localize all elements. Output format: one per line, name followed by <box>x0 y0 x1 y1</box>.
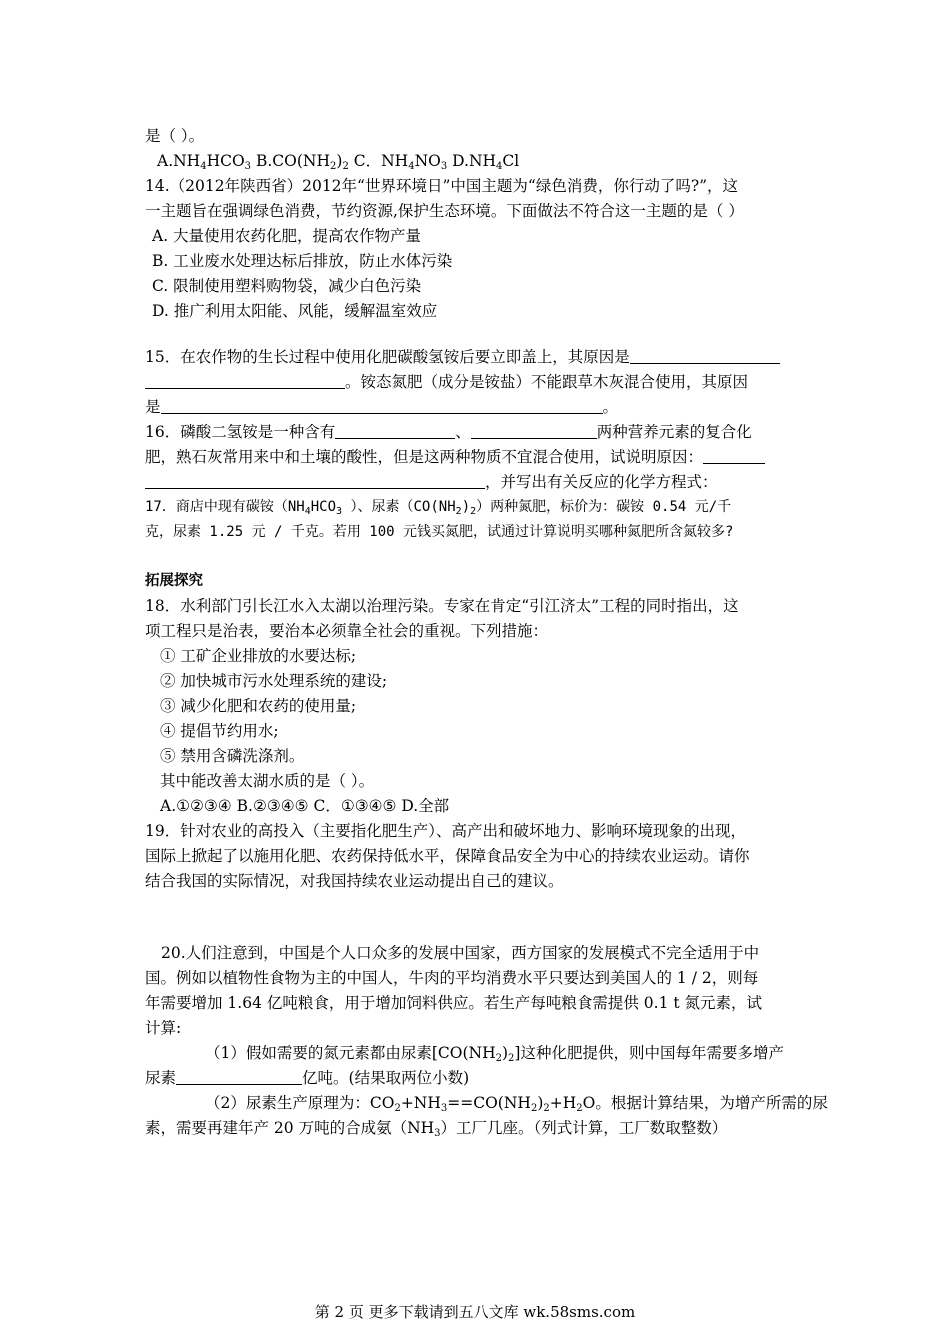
subscript: 3 <box>244 161 252 172</box>
q13-opt-c: C．NH <box>348 152 409 170</box>
q16-text-5: ，并写出有关反应的化学方程式： <box>485 473 718 491</box>
subscript: 4 <box>200 161 207 172</box>
q13-opt-a: A.NH <box>157 152 201 170</box>
q15-blank-2[interactable] <box>161 396 603 414</box>
q20-part-1-line-2 <box>145 1067 469 1089</box>
q14-line-1: 14.（2012年陕西省）2012年“世界环境日”中国主题为“绿色消费，你行动了吗?”，这 <box>145 177 739 195</box>
q15-line-1 <box>145 346 780 368</box>
q14-option-b: B. 工业废水处理达标后排放，防止水体污染 <box>152 252 453 270</box>
subscript: 3 <box>440 1103 448 1114</box>
q17-text-4: ) <box>461 499 471 515</box>
q20-line-4: 计算: <box>145 1019 182 1037</box>
subscript: 3 <box>336 506 343 517</box>
q14-option-d: D. 推广利用太阳能、风能，缓解温室效应 <box>152 302 438 320</box>
q20-line-3: 年需要增加 1.64 亿吨粮食，用于增加饲料供应。若生产每吨粮食需提供 0.1 t 氮元素，试 <box>145 994 763 1012</box>
subscript: 2 <box>330 161 337 172</box>
q17-text-3: ）、尿素（CO(NH <box>342 499 456 515</box>
q15-blank-1-cont[interactable] <box>145 371 345 389</box>
subscript: 2 <box>342 161 349 172</box>
q13-stem-text: 是（ ）。 <box>145 127 205 145</box>
q16-line-2 <box>145 446 765 468</box>
q14-option-c: C. 限制使用塑料购物袋，减少白色污染 <box>152 277 422 295</box>
q16-line-3 <box>145 471 718 493</box>
subscript: 3 <box>434 1128 441 1139</box>
q17-line-1 <box>145 496 731 518</box>
subscript: 2 <box>455 506 462 517</box>
q19-line-1: 19．针对农业的高投入（主要指化肥生产）、高产出和破坏地力、影响环境现象的出现， <box>145 822 746 840</box>
q18-ask: 其中能改善太湖水质的是（ ）。 <box>160 772 375 790</box>
q20-p2-text-4: ) <box>537 1094 544 1112</box>
q18-item-4: ④ 提倡节约用水; <box>160 722 279 740</box>
q17-text-1: 17．商店中现有碳铵（NH <box>145 499 305 515</box>
subscript: 2 <box>495 1053 502 1064</box>
q13-opt-d: D.NH <box>447 152 497 170</box>
q19-line-3: 结合我国的实际情况，对我国持续农业运动提出自己的建议。 <box>145 872 564 890</box>
q20-p2-text-1: （2）尿素生产原理为：CO <box>205 1094 395 1112</box>
q16-text-2: 、 <box>455 423 471 441</box>
subscript: 2 <box>470 506 477 517</box>
q19-line-2: 国际上掀起了以施用化肥、农药保持低水平，保障食品安全为中心的持续农业运动。请你 <box>145 847 750 865</box>
q20-p1-text-2: ) <box>501 1044 509 1062</box>
q20-p1-text-3: ]这种化肥提供，则中国每年需要多增产 <box>514 1044 784 1062</box>
q15-line-2 <box>145 371 748 393</box>
subscript: 2 <box>576 1103 583 1114</box>
q20-part-2 <box>205 1092 828 1114</box>
q20-p2-text-2: +NH <box>400 1094 441 1112</box>
q18-line-2: 项工程只是治表，要治本必须靠全社会的重视。下列措施： <box>145 622 549 640</box>
subscript: 4 <box>304 506 311 517</box>
q13-options <box>157 150 519 172</box>
q16-text-4: 肥，熟石灰常用来中和土壤的酸性，但是这两种物质不宜混合使用，试说明原因： <box>145 448 704 466</box>
q15-text-2: 。铵态氮肥（成分是铵盐）不能跟草木灰混合使用，其原因 <box>345 373 749 391</box>
q15-text-1: 15．在农作物的生长过程中使用化肥碳酸氢铵后要立即盖上，其原因是 <box>145 348 630 366</box>
q18-options: A.①②③④ B.②③④⑤ C．①③④⑤ D.全部 <box>160 797 450 815</box>
q20-p2-text-7: 素，需要再建年产 20 万吨的合成氨（NH <box>145 1119 435 1137</box>
q15-blank-1[interactable] <box>630 346 780 364</box>
q20-p1-text-5: 亿吨。(结果取两位小数) <box>302 1069 470 1087</box>
q17-line-2: 克，尿素 1.25 元 / 千克。若用 100 元钱买氮肥，试通过计算说明买哪种氮肥所含氮较多? <box>145 524 734 540</box>
q18-line-1: 18．水利部门引长江水入太湖以治理污染。专家在肯定“引江济太”工程的同时指出，这 <box>145 597 739 615</box>
page-footer: 第 2 页 更多下载请到五八文库 wk.58sms.com <box>314 1303 636 1321</box>
q17-text-2: HCO <box>310 499 337 515</box>
q18-item-3: ③ 减少化肥和农药的使用量; <box>160 697 357 715</box>
q20-p2-text-8: ）工厂几座。（列式计算，工厂数取整数） <box>440 1119 728 1137</box>
q16-blank-1[interactable] <box>335 421 455 439</box>
subscript: 2 <box>508 1053 515 1064</box>
q20-p2-text-3: ==CO(NH <box>447 1094 531 1112</box>
q16-text-3: 两种营养元素的复合化 <box>596 423 752 441</box>
q15-text-4: 。 <box>602 398 619 416</box>
subscript: 2 <box>394 1103 401 1114</box>
q18-item-1: ① 工矿企业排放的水要达标; <box>160 647 357 665</box>
q13-opt-b: B.CO(NH <box>251 152 330 170</box>
q13-stem-tail <box>145 125 204 147</box>
q13-opt-a-part: HCO <box>206 152 245 170</box>
q20-p1-text-4: 尿素 <box>145 1069 177 1087</box>
subscript: 2 <box>543 1103 550 1114</box>
q20-p1-text-1: （1）假如需要的氮元素都由尿素[CO(NH <box>205 1044 496 1062</box>
q20-blank-1[interactable] <box>176 1067 302 1085</box>
q17-text-5: ）两种氮肥，标价为：碳铵 0.54 元/千 <box>476 499 732 515</box>
q18-item-2: ② 加快城市污水处理系统的建设; <box>160 672 388 690</box>
q20-p2-text-6: O。根据计算结果，为增产所需的尿 <box>582 1094 828 1112</box>
q16-blank-3[interactable] <box>703 446 765 464</box>
q20-line-1: 20.人们注意到，中国是个人口众多的发展中国家，西方国家的发展模式不完全适用于中 <box>161 944 760 962</box>
q20-line-2: 国。例如以植物性食物为主的中国人，牛肉的平均消费水平只要达到美国人的 1 / 2，则每 <box>145 969 759 987</box>
q13-opt-b-part: ) <box>336 152 343 170</box>
q18-item-5: ⑤ 禁用含磷洗涤剂。 <box>160 747 305 765</box>
q16-blank-2[interactable] <box>471 421 597 439</box>
q20-part-2-line-2 <box>145 1117 727 1139</box>
subscript: 4 <box>408 161 415 172</box>
q14-option-a: A. 大量使用农药化肥，提高农作物产量 <box>152 227 422 245</box>
subscript: 4 <box>496 161 503 172</box>
q16-line-1 <box>145 421 752 443</box>
section-title: 拓展探究 <box>145 573 203 589</box>
q13-opt-d-part: Cl <box>502 152 520 170</box>
subscript: 2 <box>530 1103 538 1114</box>
q15-line-3 <box>145 396 618 418</box>
q14-line-2: 一主题旨在强调绿色消费，节约资源,保护生态环境。下面做法不符合这一主题的是（ ） <box>145 202 744 220</box>
q13-opt-c-part: NO <box>414 152 441 170</box>
subscript: 3 <box>440 161 448 172</box>
q16-blank-3-cont[interactable] <box>145 471 485 489</box>
q20-part-1 <box>205 1042 784 1064</box>
q20-p2-text-5: +H <box>549 1094 577 1112</box>
q15-text-3: 是 <box>145 398 161 416</box>
q16-text-1: 16．磷酸二氢铵是一种含有 <box>145 423 336 441</box>
